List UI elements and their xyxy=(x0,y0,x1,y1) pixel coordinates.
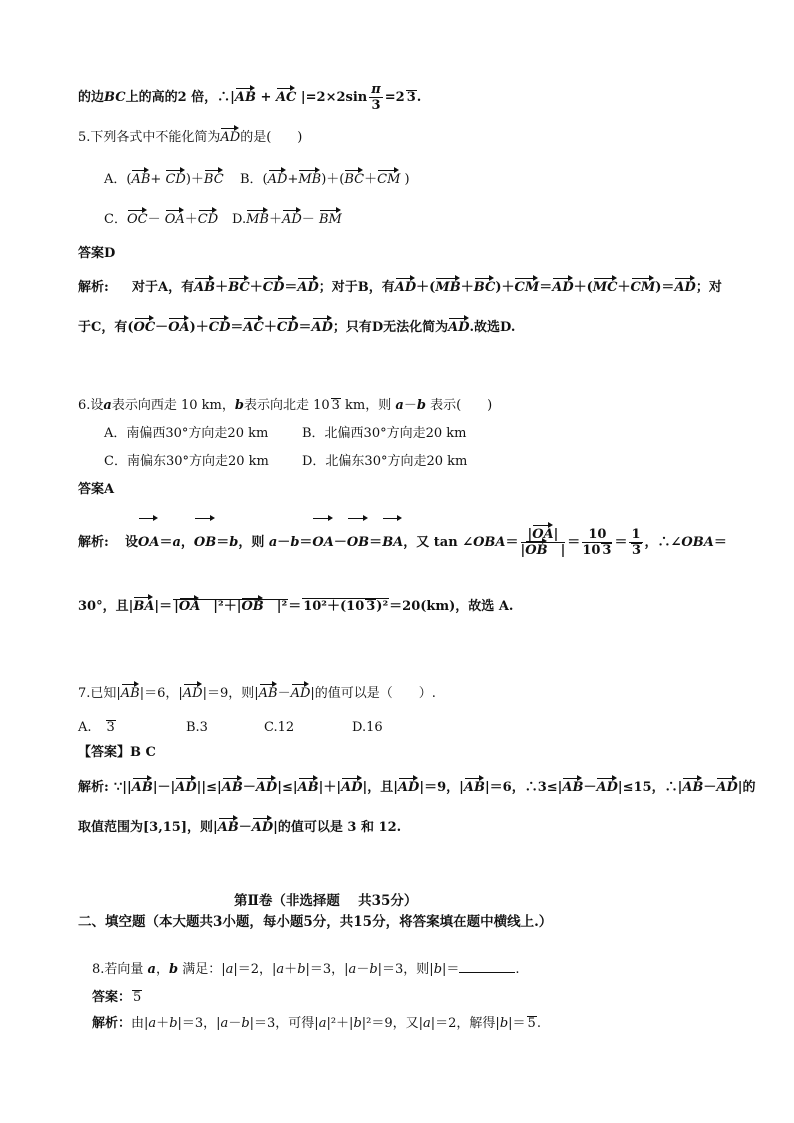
q6-option-d: D．北偏东30°方向走20 km xyxy=(302,454,468,469)
q7-option-c: C.12 xyxy=(264,720,295,735)
q6-analysis-line1-render: 设OA＝a，OB＝b，则 a－b＝OA－OB＝BA，又 tan ∠OBA＝ $\frac{|OA|}{|OB |}$ ＝ $\frac{10}{10 3}$ ＝ $\frac{1}{3}$ ，∴∠OBA＝ xyxy=(125,520,727,566)
q7-analysis-line2-render: 取值范围为[3,15]，则|AB－AD|的值可以是 3 和 12. xyxy=(78,820,402,835)
q5-stem-render: 5.下列各式中不能化简为AD的是( ) xyxy=(78,130,303,145)
q5-option-d-render: D.MB＋AD－ BM xyxy=(232,212,342,227)
q5-analysis-line2-render: 于C，有(OC－OA)＋CD＝AC＋CD＝AD；只有D无法化简为AD.故选D. xyxy=(78,320,516,335)
q6-option-b: B．北偏西30°方向走20 km xyxy=(302,426,467,441)
q7-option-a-render: A. 3 xyxy=(78,720,115,735)
q7-stem-render: 7.已知|AB|＝6，|AD|＝9，则|AB－AD|的值可以是（ ）. xyxy=(78,686,436,701)
q7-answer: 【答案】B C xyxy=(78,745,156,760)
q6-option-c: C．南偏东30°方向走20 km xyxy=(104,454,269,469)
q5-option-b-render: B．(AD+MB)＋(BC＋CM ) xyxy=(240,172,410,187)
q7-option-b: B.3 xyxy=(186,720,208,735)
intro-line-render: 的边BC上的高的2 倍，∴|AB + AC |=2×2sin $\frac{\pi}{3}$ =2 3. xyxy=(78,82,422,113)
q5-analysis-line1-render: 对于A，有AB＋BC＋CD＝AD；对于B，有AD＋(MB＋BC)＋CM＝AD＋(MC＋CM)＝AD；对 xyxy=(132,280,722,295)
q6-option-a: A．南偏西30°方向走20 km xyxy=(104,426,269,441)
q8-analysis-render: 解析：由|a＋b|＝3，|a－b|＝3，可得|a|²＋|b|²＝9，又|a|＝2，解得|b|＝ 5. xyxy=(92,1016,541,1031)
q5-answer: 答案D xyxy=(78,246,116,261)
q8-stem-render: 8.若向量 a，b 满足：|a|＝2，|a＋b|＝3，|a－b|＝3，则|b|＝ . xyxy=(92,962,520,977)
q5-analysis-label: 解析: xyxy=(78,280,109,295)
q6-answer: 答案A xyxy=(78,482,115,497)
section2-title: 第Ⅱ卷（非选择题 共35分） xyxy=(234,893,418,909)
q6-stem-render: 6.设a表示向西走 10 km，b表示向北走 10 3 km，则 a－b 表示( ) xyxy=(78,398,493,413)
q8-answer-render: 答案： 5 xyxy=(92,990,142,1005)
q7-analysis-line1-render: ∵||AB|－|AD||≤|AB－AD|≤|AB|＋|AD|，且|AD|＝9，|AB|＝6，∴3≤|AB－AD|≤15，∴|AB－AD|的 xyxy=(114,780,756,795)
q7-option-d: D.16 xyxy=(352,720,383,735)
section2-header: 二、填空题（本大题共3小题，每小题5分，共15分，将答案填在题中横线上.） xyxy=(78,914,553,930)
q6-analysis-line2-render: 30°，且|BA|＝ |OA |²＋|OB |²＝ 10²＋(10 3)²＝20(km)，故选 A. xyxy=(78,599,514,614)
q5-option-c-render: C．OC－ OA＋CD xyxy=(104,212,219,227)
q5-option-a-render: A．(AB+ CD)＋BC xyxy=(104,172,224,187)
q6-analysis-label: 解析: xyxy=(78,535,109,550)
q7-analysis-label: 解析: xyxy=(78,780,109,795)
